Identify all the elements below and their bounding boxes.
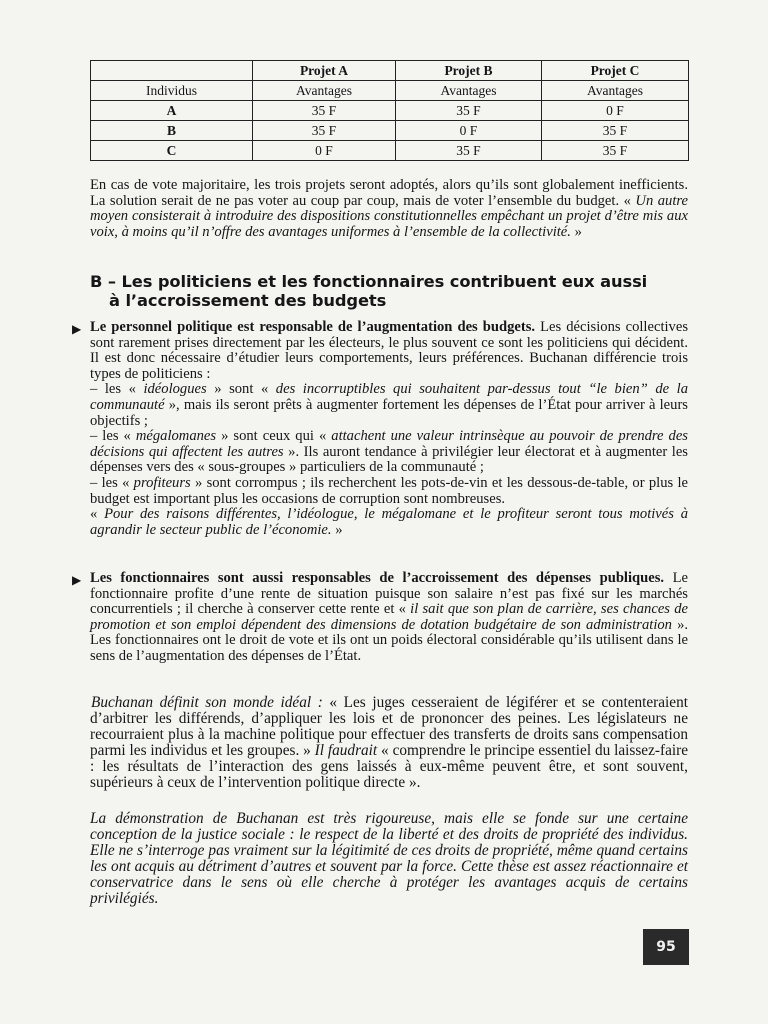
politicians-lead: Le personnel politique est responsable de l’augmentation des budgets.	[90, 319, 536, 335]
list-item-text: » sont «	[206, 381, 276, 398]
table-cell-individual: C	[91, 141, 253, 161]
list-item-text: – les «	[90, 428, 136, 445]
table-cell: 0 F	[253, 141, 396, 161]
table-header-cell: Projet A	[253, 61, 396, 81]
list-item-text: », mais ils seront prêts à augmenter fortement les dépenses de l’État pour arriver à leurs objectifs ;	[90, 396, 688, 429]
quote-text: Pour des raisons différentes, l’idéologue, le mégalomane et le profiteur seront tous motivés à agrandir le secteur public de l’économie.	[90, 506, 688, 538]
intro-quote: Un autre moyen consisterait à introduire des dispositions constitutionnelles empêchant un projet d’être mis aux voix, à moins qu’il n’offre des avantages uniformes à l’ensemble de la collectivité.	[90, 192, 689, 240]
table-cell: 35 F	[253, 121, 396, 141]
politicians-paragraph	[90, 320, 688, 538]
list-item-text: – les «	[90, 381, 144, 398]
quote-open: «	[90, 506, 105, 523]
buchanan-ideal-quote: « Les juges cesseraient de légiférer et se contenteraient d’arbitrer les différends, d’appliquer les lois et de prononcer des peines. Les législateurs ne recourraient plus à la machine politique pour effectuer des transferts de droits sans compensation parmi les individus et les groupes. »	[90, 694, 688, 760]
list-item-quote: attachent une valeur intrinsèque au pouvoir de prendre des décisions qui affectent les autres	[90, 428, 688, 460]
buchanan-ideal-connector: Il faudrait	[310, 742, 378, 760]
table-header-cell	[91, 61, 253, 81]
buchanan-ideal-paragraph	[90, 695, 688, 792]
list-item-quote: des incorruptibles qui souhaitent par-dessus tout “le bien” de la communauté	[90, 381, 688, 413]
list-item-text: – les «	[90, 474, 134, 491]
buchanan-ideal-quote2: « comprendre le principe essentiel du laissez-faire : les résultats de l’interaction des gens laissés à eux-même peuvent être, et sont souvent, supérieurs à ceux de l’intervention politique directe ».	[90, 742, 689, 792]
table-cell: 35 F	[396, 141, 542, 161]
civil-servants-text: Le fonctionnaire profite d’une rente de situation puisque son salaire n’est pas fixé sur les marchés concurrentiels ; il cherche à conserver cette rente et «	[90, 570, 688, 618]
list-item-term: idéologues	[143, 381, 207, 398]
table-subheader-cell: Avantages	[253, 81, 396, 101]
bullet-icon: ▶	[72, 573, 82, 587]
buchanan-ideal-intro: Buchanan définit son monde idéal :	[91, 694, 323, 711]
section-heading-line2: à l’accroissement des budgets	[109, 291, 387, 310]
civil-servants-text: ». Les fonctionnaires ont le droit de vote et ils ont un poids électoral considérable qu’ils utilisent dans le sens de l’augmentation des dépenses de l’État.	[90, 616, 689, 664]
table-header-cell: Projet C	[542, 61, 689, 81]
politicians-text: Les décisions collectives sont rarement prises directement par les électeurs, le plus souvent ce sont les politiciens qui décident. Il est donc nécessaire d’étudier leurs comportements, leurs préférences. Buchanan différencie trois types de politiciens :	[90, 319, 689, 382]
table-cell: 35 F	[253, 101, 396, 121]
list-item-text: ». Ils auront tendance à privilégier leur électorat et à augmenter les dépenses vers des « sous-groupes » particuliers de la communauté ;	[90, 443, 688, 476]
table-cell: 0 F	[542, 101, 689, 121]
list-item-term: profiteurs	[133, 474, 191, 491]
table-subheader-row	[91, 81, 689, 101]
projects-table	[90, 60, 689, 161]
list-item-text: » sont ceux qui «	[216, 428, 332, 445]
table-cell: 35 F	[396, 101, 542, 121]
table-header-row	[91, 61, 689, 81]
list-item-term: mégalomanes	[135, 428, 217, 445]
section-heading-line1: B – Les politiciens et les fonctionnaires contribuent eux aussi	[90, 272, 648, 291]
section-heading	[90, 272, 690, 310]
table-cell: 35 F	[542, 141, 689, 161]
table-cell: 35 F	[542, 121, 689, 141]
table-cell: 0 F	[396, 121, 542, 141]
table-row	[91, 101, 689, 121]
table-subheader-cell: Avantages	[542, 81, 689, 101]
conclusion-paragraph: La démonstration de Buchanan est très rigoureuse, mais elle se fonde sur une certaine conception de la justice sociale : le respect de la liberté et des droits de propriété des individus. Elle ne s’interroge pas vraiment sur la légitimité de ces droits de propriété, même quand certains les ont acquis au détriment d’autres et souvent par la force. Cette thèse est assez réactionnaire et conservatrice dans le sens où elle cherche à protéger les avantages acquis de certains privilégiés.	[90, 810, 688, 908]
table-header-cell: Projet B	[396, 61, 542, 81]
table-subheader-cell: Individus	[91, 81, 253, 101]
list-item-text: » sont corrompus ; ils recherchent les pots-de-vin et les dessous-de-table, or plus le budget est important plus les occasions de corruption sont nombreuses.	[90, 474, 688, 507]
table-subheader-cell: Avantages	[396, 81, 542, 101]
bullet-icon: ▶	[72, 322, 82, 336]
civil-servants-lead: Les fonctionnaires sont aussi responsables de l’accroissement des dépenses publiques.	[90, 570, 665, 586]
quote-close: »	[331, 521, 343, 538]
civil-servants-quote: il sait que son plan de carrière, ses chances de promotion et son emploi dépendent des dimensions de dotation budgétaire de son administration	[90, 601, 688, 633]
intro-paragraph	[90, 178, 688, 240]
table-cell-individual: A	[91, 101, 253, 121]
page-number: 95	[643, 929, 689, 965]
table-row	[91, 121, 689, 141]
table-row	[91, 141, 689, 161]
intro-quote-end: »	[570, 223, 582, 240]
table-cell-individual: B	[91, 121, 253, 141]
intro-text: En cas de vote majoritaire, les trois projets seront adoptés, alors qu’ils sont globalement inefficients. La solution serait de ne pas voter au coup par coup, mais de voter l’ensemble du budget. «	[90, 177, 688, 209]
civil-servants-paragraph	[90, 571, 688, 665]
